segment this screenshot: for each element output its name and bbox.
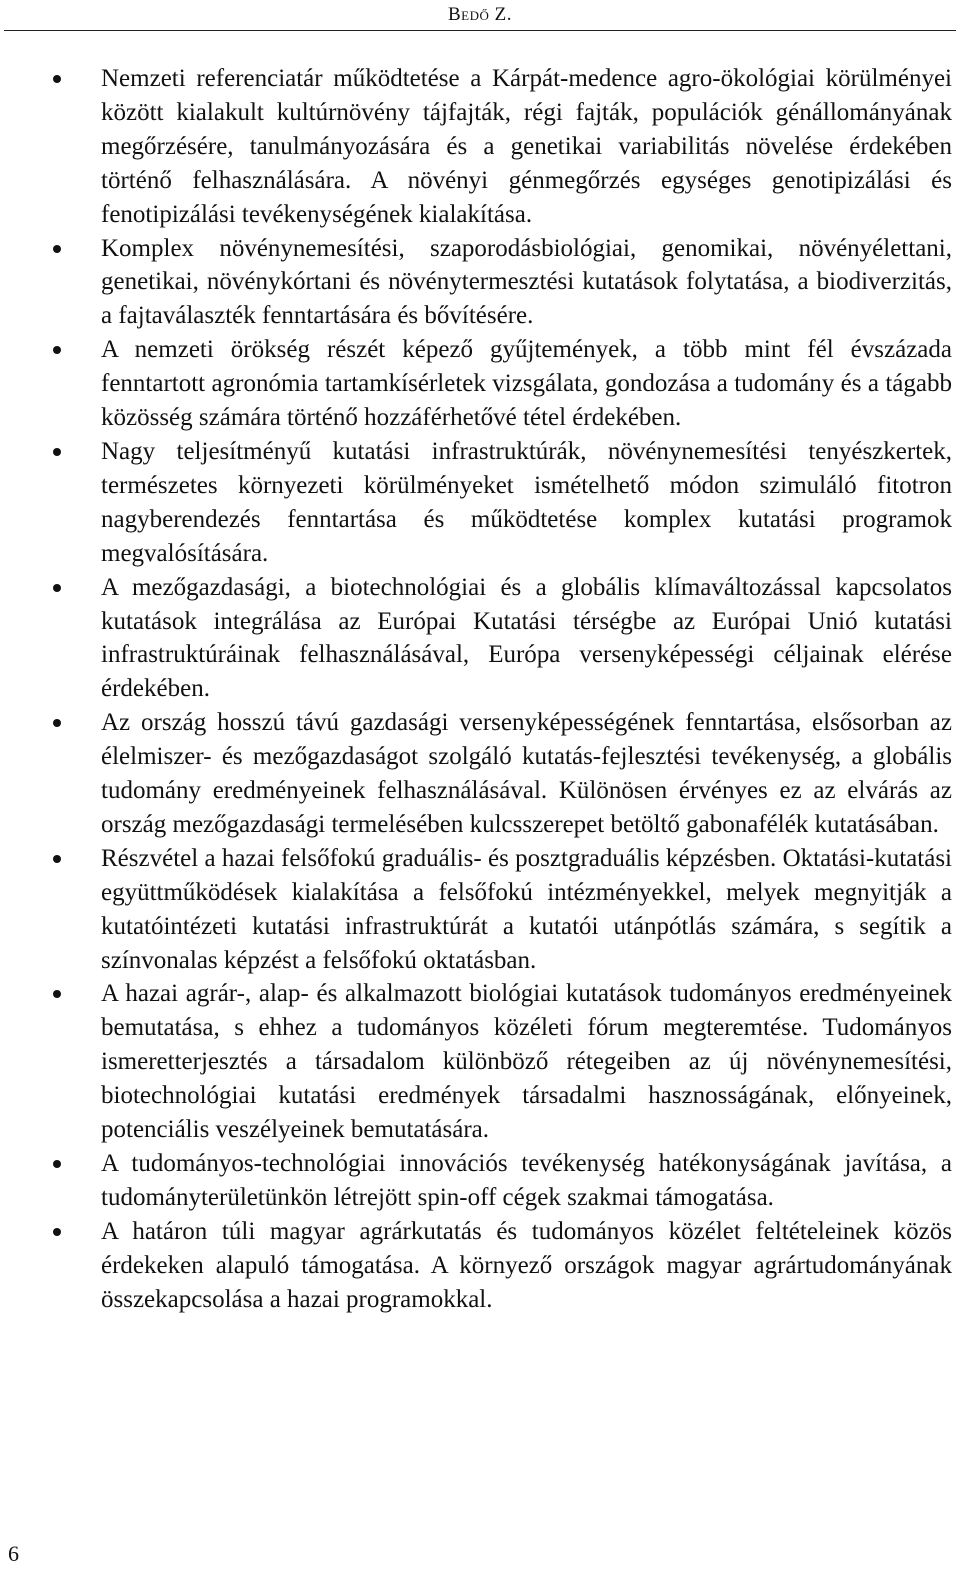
list-item [0,232,960,334]
list-item [0,62,960,232]
list-item-text: A mezőgazdasági, a biotechnológiai és a globális klímaváltozással kapcsolatos kutatások integrálása az Európai Kutatási térségbe az Európai Unió kutatási infrastruktúráinak felhasználásával, Európa versenyképességi céljainak elérése érdekében. [101,573,952,703]
list-item [0,1215,960,1317]
list-item-text: Nemzeti referenciatár működtetése a Kárpát-medence agro-ökológiai körülményei között kialakult kultúrnövény tájfajták, régi fajták, populációk génállományának megőrzésére, tanulmányozására és a genetikai variabilitás növelése érdekében történő felhasználására. A növényi génmegőrzés egységes genotipizálási és fenotipizálási tevékenységének kialakítása. [101,65,952,228]
list-item-text: A határon túli magyar agrárkutatás és tudományos közélet feltételeinek közös érdekeken alapuló támogatása. A környező országok magyar agrártudományának összekapcsolása a hazai programokkal. [101,1217,952,1313]
bullet-dot-icon [53,855,61,863]
list-item [0,435,960,571]
page-number: 6 [8,1541,19,1566]
bullet-list [0,62,960,1317]
bullet-dot-icon [53,1228,61,1236]
list-item-text: Komplex növénynemesítési, szaporodásbiológiai, genomikai, növényélettani, genetikai, növénykórtani és növénytermesztési kutatások folytatása, a biodiverzitás, a fajtaválaszték fenntartására és bővítésére. [101,234,952,330]
bullet-dot-icon [53,346,61,354]
bullet-dot-icon [53,245,61,253]
list-item-text: A tudományos-technológiai innovációs tevékenység hatékonyságának javítása, a tudományterületünkön létrejött spin-off cégek szakmai támogatása. [101,1150,952,1211]
list-item-text: Részvétel a hazai felsőfokú graduális- és posztgraduális képzésben. Oktatási-kutatási együttműködések kialakítása a felsőfokú intézményekkel, melyek megnyitják a kutatóintézeti kutatási infrastruktúrát a kutatói utánpótlás számára, s segítik a színvonalas képzést a felsőfokú oktatásban. [101,844,952,974]
bullet-dot-icon [53,990,61,998]
list-item [0,333,960,435]
list-item [0,842,960,978]
bullet-dot-icon [53,75,61,83]
list-item-text: Nagy teljesítményű kutatási infrastruktúrák, növénynemesítési tenyészkertek, természetes környezeti körülményeket ismételhető módon szimuláló fitotron nagyberendezés fenntartása és működtetése komplex kutatási programok megvalósítására. [101,437,952,567]
list-item [0,977,960,1147]
list-item [0,571,960,707]
list-item [0,706,960,842]
bullet-dot-icon [53,448,61,456]
bullet-dot-icon [53,1160,61,1168]
list-item-text: A hazai agrár-, alap- és alkalmazott biológiai kutatások tudományos eredményeinek bemutatása, s ehhez a tudományos közéleti fórum megteremtése. Tudományos ismeretterjesztés a társadalom különböző rétegeiben az új növénynemesítési, biotechnológiai kutatási eredmények társadalmi hasznosságának, előnyeinek, potenciális veszélyeinek bemutatására. [101,980,952,1144]
bullet-dot-icon [53,584,61,592]
bullet-dot-icon [53,719,61,727]
header-rule [4,30,956,31]
list-item [0,1147,960,1215]
list-item-text: Az ország hosszú távú gazdasági versenyképességének fenntartása, elsősorban az élelmiszer- és mezőgazdaságot szolgáló kutatás-fejlesztési tevékenység, a globális tudomány eredményeinek felhasználásával. Különösen érvényes ez az elvárás az ország mezőgazdasági termelésében kulcsszerepet betöltő gabonafélék kutatásában. [101,709,952,838]
running-header-author: Bedő Z. [448,4,512,25]
list-item-text: A nemzeti örökség részét képező gyűjtemények, a több mint fél évszázada fenntartott agronómia tartamkísérletek vizsgálata, gondozása a tudomány és a tágabb közösség számára történő hozzáférhetővé tétel érdekében. [101,336,952,432]
